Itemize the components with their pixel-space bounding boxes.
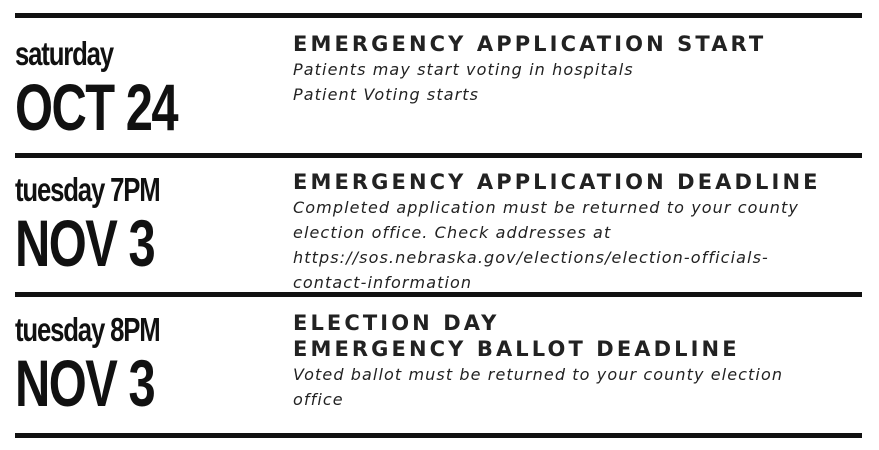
event-day: tuesday 8PM: [15, 311, 160, 348]
description-line: https://sos.nebraska.gov/elections/election-officials-: [293, 248, 769, 267]
event-day: saturday: [15, 35, 113, 72]
top-divider: [15, 13, 862, 18]
event-description: [293, 57, 863, 107]
bottom-divider: [15, 433, 862, 438]
description-line: Completed application must be returned to your county: [293, 198, 799, 217]
event-date-big: NOV 3: [15, 346, 155, 420]
event-day: tuesday 7PM: [15, 171, 160, 208]
event-heading: EMERGENCY APPLICATION DEADLINE: [293, 170, 821, 194]
event-info: [293, 31, 863, 107]
row-divider: [15, 153, 862, 158]
event-description: [293, 195, 863, 295]
description-line: Patients may start voting in hospitals: [293, 60, 634, 79]
event-info: [293, 310, 863, 412]
event-heading: EMERGENCY BALLOT DEADLINE: [293, 337, 740, 361]
description-line: contact-information: [293, 273, 473, 292]
event-heading: ELECTION DAY: [293, 311, 500, 335]
description-line: election office. Check addresses at: [293, 223, 612, 242]
description-line: office: [293, 390, 344, 409]
event-info: [293, 169, 863, 295]
event-heading: EMERGENCY APPLICATION START: [293, 32, 767, 56]
event-date-big: NOV 3: [15, 206, 155, 280]
description-line: Patient Voting starts: [293, 85, 480, 104]
description-line: Voted ballot must be returned to your county election: [293, 365, 784, 384]
event-description: [293, 362, 863, 412]
event-date-big: OCT 24: [15, 70, 178, 144]
